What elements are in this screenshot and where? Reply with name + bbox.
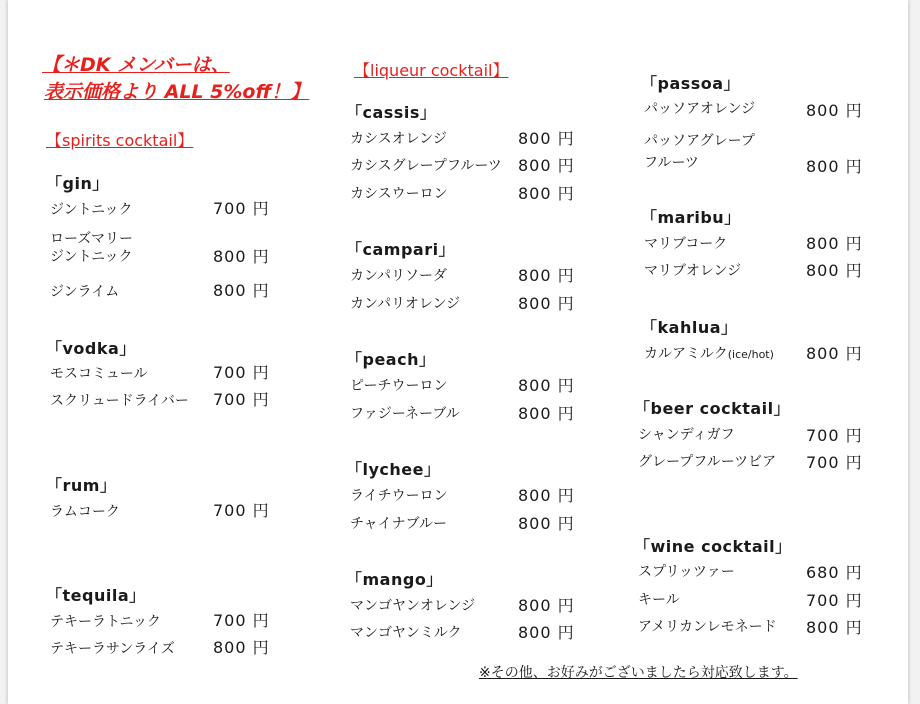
category-vodka: 「vodka」 <box>46 339 136 358</box>
section-title-liqueur: 【liqueur cocktail】 <box>354 61 509 80</box>
item-price-tequila-tonic: 700 円 <box>213 611 270 630</box>
item-name-kahlua-milk <box>644 343 774 363</box>
kahlua-milk-suffix: (ice/hot) <box>727 348 774 361</box>
item-name-passoa-orange: パッソアオレンジ <box>644 101 756 117</box>
item-name-gin-lime: ジンライム <box>50 284 120 300</box>
item-name-cassis-grapefruit: カシスグレープフルーツ <box>350 158 502 174</box>
item-price-kahlua-milk: 800 円 <box>806 344 863 363</box>
category-wine-cocktail: 「wine cocktail」 <box>634 537 792 556</box>
menu-sheet <box>8 0 908 704</box>
item-price-rosemary-gin-tonic: 800 円 <box>213 247 270 266</box>
item-price-peach-oolong: 800 円 <box>518 376 575 395</box>
item-price-spritzer: 680 円 <box>806 563 863 582</box>
member-discount-notice-line2: 表示価格より ALL 5%off！】 <box>44 81 310 103</box>
item-price-lychee-oolong: 800 円 <box>518 486 575 505</box>
item-price-mango-orange: 800 円 <box>518 596 575 615</box>
kahlua-milk-name: カルアミルク <box>644 346 728 362</box>
category-beer-cocktail: 「beer cocktail」 <box>634 399 791 418</box>
item-name-malibu-orange: マリブオレンジ <box>644 263 742 279</box>
item-name-tequila-tonic: テキーラトニック <box>50 614 161 630</box>
item-price-cassis-oolong: 800 円 <box>518 184 575 203</box>
item-price-shandygaff: 700 円 <box>806 426 863 445</box>
category-maribu: 「maribu」 <box>641 208 741 227</box>
item-price-gin-lime: 800 円 <box>213 281 270 300</box>
item-price-rum-coke: 700 円 <box>213 501 270 520</box>
item-price-gin-tonic: 700 円 <box>213 199 270 218</box>
member-discount-notice-line1: 【＊DK メンバーは、 <box>42 54 230 76</box>
item-price-campari-soda: 800 円 <box>518 266 575 285</box>
item-name-passoa-grapefruit-2: フルーツ <box>644 155 699 171</box>
item-name-mango-milk: マンゴヤンミルク <box>350 625 462 641</box>
category-tequila: 「tequila」 <box>46 586 146 605</box>
item-name-tequila-sunrise: テキーラサンライズ <box>50 641 175 657</box>
category-kahlua: 「kahlua」 <box>641 318 738 337</box>
item-name-fuzzy-navel: ファジーネーブル <box>350 406 460 422</box>
item-price-malibu-orange: 800 円 <box>806 261 863 280</box>
item-price-cassis-orange: 800 円 <box>518 129 575 148</box>
item-name-campari-soda: カンパリソーダ <box>350 268 448 284</box>
item-price-grapefruit-beer: 700 円 <box>806 453 863 472</box>
item-name-mango-orange: マンゴヤンオレンジ <box>350 598 476 614</box>
item-name-kir: キール <box>638 592 680 608</box>
category-cassis: 「cassis」 <box>346 103 437 122</box>
item-name-peach-oolong: ピーチウーロン <box>350 378 448 394</box>
footnote: ※その他、お好みがございましたら対応致します。 <box>479 665 798 681</box>
item-price-campari-orange: 800 円 <box>518 294 575 313</box>
item-name-rum-coke: ラムコーク <box>50 504 120 520</box>
item-name-american-lemonade: アメリカンレモネード <box>638 619 777 635</box>
item-price-moscow-mule: 700 円 <box>213 363 270 382</box>
category-rum: 「rum」 <box>46 476 117 495</box>
item-price-fuzzy-navel: 800 円 <box>518 404 575 423</box>
item-price-screwdriver: 700 円 <box>213 390 270 409</box>
item-name-rosemary-gin-tonic-2: ジントニック <box>50 249 133 265</box>
item-name-spritzer: スプリッツァー <box>638 564 735 580</box>
item-name-moscow-mule: モスコミュール <box>50 366 148 382</box>
item-price-mango-milk: 800 円 <box>518 623 575 642</box>
category-gin: 「gin」 <box>46 174 109 193</box>
item-name-cassis-orange: カシスオレンジ <box>350 131 447 147</box>
item-price-tequila-sunrise: 800 円 <box>213 638 270 657</box>
item-name-rosemary-gin-tonic-1: ローズマリー <box>50 231 134 247</box>
item-name-campari-orange: カンパリオレンジ <box>350 296 461 312</box>
item-price-china-blue: 800 円 <box>518 514 575 533</box>
item-price-passoa-grapefruit: 800 円 <box>806 157 863 176</box>
item-name-grapefruit-beer: グレープフルーツビア <box>638 454 777 470</box>
category-passoa: 「passoa」 <box>641 74 741 93</box>
item-name-china-blue: チャイナブルー <box>350 516 448 532</box>
category-peach: 「peach」 <box>346 350 436 369</box>
item-name-shandygaff: シャンディガフ <box>638 427 735 443</box>
item-price-american-lemonade: 800 円 <box>806 618 863 637</box>
item-name-passoa-grapefruit-1: パッソアグレープ <box>644 133 755 149</box>
item-name-cassis-oolong: カシスウーロン <box>350 186 448 202</box>
item-name-gin-tonic: ジントニック <box>50 202 133 218</box>
item-price-malibu-coke: 800 円 <box>806 234 863 253</box>
item-name-screwdriver: スクリュードライバー <box>50 393 189 409</box>
item-price-passoa-orange: 800 円 <box>806 101 863 120</box>
category-mango: 「mango」 <box>346 570 443 589</box>
item-name-lychee-oolong: ライチウーロン <box>350 488 448 504</box>
item-name-malibu-coke: マリブコーク <box>644 236 728 252</box>
category-lychee: 「lychee」 <box>346 460 441 479</box>
section-title-spirits: 【spirits cocktail】 <box>46 131 194 150</box>
item-price-cassis-grapefruit: 800 円 <box>518 156 575 175</box>
category-campari: 「campari」 <box>346 240 456 259</box>
item-price-kir: 700 円 <box>806 591 863 610</box>
